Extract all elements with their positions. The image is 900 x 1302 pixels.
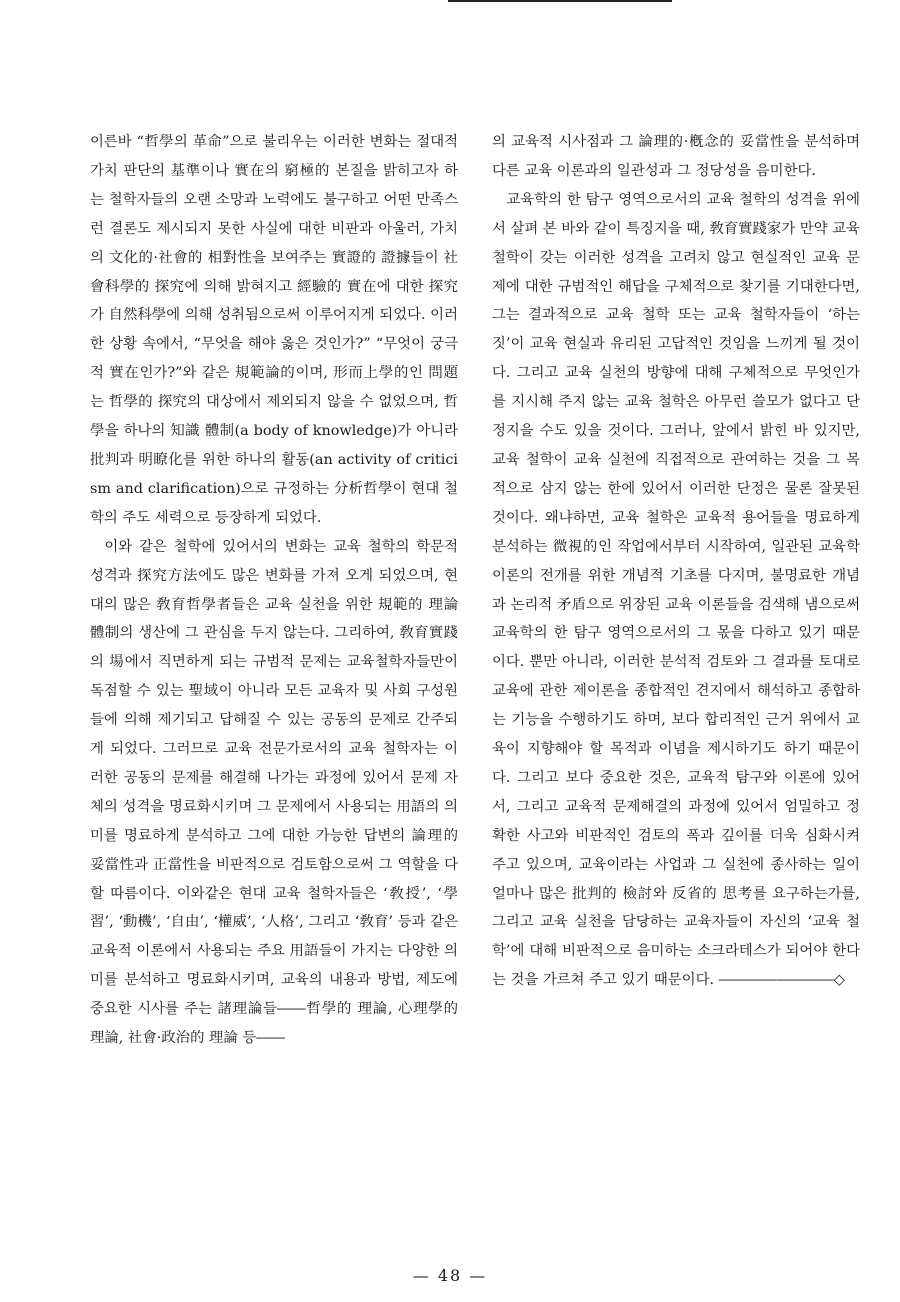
right-column (492, 128, 860, 995)
paragraph: 교육학의 한 탐구 영역으로서의 교육 철학의 성격을 위에서 살펴 본 바와 같이 특징지을 때, 敎育實踐家가 만약 교육 철학이 갖는 이러한 성격을 고려치 않고 현실적인 교육 문제에 대한 규범적인 해답을 구체적으로 찾기를 기대한다면, 그는 결과적으로 교육 철학 또는 교육 철학자들이 ‘하는 짓’이 교육 현실과 유리된 고답적인 것임을 느끼게 될 것이다. 그리고 교육 실천의 방향에 대해 구체적으로 무엇인가를 지시해 주지 않는 교육 철학은 아무런 쓸모가 없다고 단정지을 수도 있을 것이다. 그러나, 앞에서 밝힌 바 있지만, 교육 철학이 교육 실천에 직접적으로 관여하는 것을 그 목적으로 삼지 않는 한에 있어서 이러한 단정은 물론 잘못된 것이다. 왜냐하면, 교육 철학은 교육적 용어들을 명료하게 분석하는 微視的인 작업에서부터 시작하여, 일관된 교육학 이론의 전개를 위한 개념적 기초를 다지며, 불명료한 개념과 논리적 矛盾으로 위장된 교육 이론들을 검색해 냄으로써 교육학의 한 탐구 영역으로서의 그 몫을 다하고 있기 때문이다. 뿐만 아니라, 이러한 분석적 검토와 그 결과를 토대로 교육에 관한 제이론을 종합적인 견지에서 해석하고 종합하는 기능을 수행하기도 하며, 보다 합리적인 근거 위에서 교육이 지향해야 할 목적과 이념을 제시하기도 하기 때문이다. 그리고 보다 중요한 것은, 교육적 탐구와 이론에 있어서, 그리고 교육적 문제해결의 과정에 있어서 엄밀하고 정확한 사고와 비판적인 검토의 폭과 깊이를 더욱 심화시켜 주고 있으며, 교육이라는 사업과 그 실천에 종사하는 일이 얼마나 많은 批判的 檢討와 反省的 思考를 요구하는가를, 그리고 교육 실천을 담당하는 교육자들이 자신의 ‘교육 철학’에 대해 비판적으로 음미하는 소크라테스가 되어야 한다는 것을 가르쳐 주고 있기 때문이다. ――――――――◇ (492, 191, 860, 989)
top-rule (448, 0, 672, 2)
page-number: — 48 — (412, 1266, 488, 1285)
left-column (90, 128, 458, 1053)
paragraph: 이와 같은 철학에 있어서의 변화는 교육 철학의 학문적 성격과 探究方法에도 많은 변화를 가져 오게 되었으며, 현대의 많은 敎育哲學者들은 교육 실천을 위한 規範的 理論體制의 생산에 그 관심을 두지 않는다. 그리하여, 敎育實踐의 場에서 직면하게 되는 규범적 문제는 교육철학자들만이 독점할 수 있는 聖域이 아니라 모든 교육자 및 사회 구성원들에 의해 제기되고 답해질 수 있는 공동의 문제로 간주되게 되었다. 그러므로 교육 전문가로서의 교육 철학자는 이러한 공동의 문제를 해결해 나가는 과정에 있어서 문제 자체의 성격을 명료화시키며 그 문제에서 사용되는 用語의 의미를 명료하게 분석하고 그에 대한 가능한 답변의 論理的 妥當性과 正當性을 비판적으로 검토함으로써 그 역할을 다할 따름이다. 이와같은 현대 교육 철학자들은 ‘敎授’, ‘學習’, ‘動機’, ‘自由’, ‘權威’, ‘人格’, 그리고 ‘敎育’ 등과 같은 교육적 이론에서 사용되는 주요 用語들이 가지는 다양한 의미를 분석하고 명료화시키며, 교육의 내용과 방법, 제도에 중요한 시사를 주는 諸理論들――哲學的 理論, 心理學的 理論, 社會·政治的 理論 등―― (90, 538, 458, 1047)
paragraph: 의 교육적 시사점과 그 論理的·槪念的 妥當性을 분석하며 다른 교육 이론과의 일관성과 그 정당성을 음미한다. (492, 134, 860, 179)
paragraph: 이른바 “哲學의 革命”으로 불리우는 이러한 변화는 절대적 가치 판단의 基準이나 實在의 窮極的 본질을 밝히고자 하는 철학자들의 오랜 소망과 노력에도 불구하고 어떤 만족스런 결론도 제시되지 못한 사실에 대한 비판과 아울러, 가치의 文化的·社會的 相對性을 보여주는 實證的 證據들이 社會科學的 探究에 의해 밝혀지고 經驗的 實在에 대한 探究가 自然科學에 의해 성취됨으로써 이루어지게 되었다. 이러한 상황 속에서, “무엇을 해야 옳은 것인가?” “무엇이 궁극적 實在인가?”와 같은 規範論的이며, 形而上學的인 問題는 哲學的 探究의 대상에서 제외되지 않을 수 없었으며, 哲學을 하나의 知識 體制(a body of knowledge)가 아니라 批判과 明瞭化를 위한 하나의 활동(an activity of criticism and clarification)으로 규정하는 分析哲學이 현대 철학의 주도 세력으로 등장하게 되었다. (90, 134, 458, 526)
